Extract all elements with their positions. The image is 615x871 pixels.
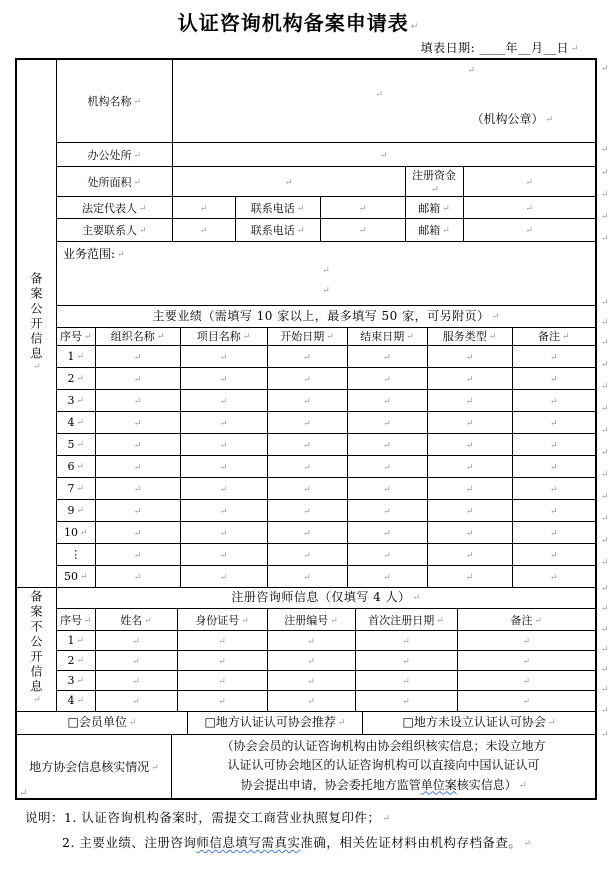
consultant-input-cell[interactable] [95,671,177,691]
application-form-table [15,58,597,800]
checkbox-member-unit[interactable]: □会员单位 ↵ [17,712,187,734]
col-header-seq: 序号 ↵ [57,327,95,345]
performance-input-cell[interactable] [95,565,180,587]
verification-label: 地方协会信息核实情况 ↵ [29,758,159,775]
main-contact-phone-label: 联系电话 ↵ [235,219,320,241]
performance-table [57,327,595,588]
row-number: 9 ↵ [57,499,95,521]
performance-input-cell[interactable] [512,411,595,433]
performance-input-cell[interactable] [427,345,512,367]
performance-input-cell[interactable] [180,565,267,587]
performance-input-cell[interactable] [95,389,180,411]
performance-input-cell[interactable] [347,565,427,587]
performance-input-cell[interactable] [512,367,595,389]
verification-note-line2: 认证认可协会地区的认证咨询机构可以直接向中国认证认可 [227,758,540,772]
empty-line-mark: ↵ [322,265,330,276]
performance-input-cell[interactable] [512,345,595,367]
public-info-side-label: 备案公开信息 ↵ [28,272,45,375]
private-info-side-cell [17,588,57,711]
basic-info-table [57,60,595,241]
performance-input-cell[interactable] [267,521,347,543]
performance-input-cell[interactable] [267,455,347,477]
row-number: 3 ↵ [57,389,95,411]
performance-input-cell[interactable] [180,433,267,455]
public-info-side-cell [17,60,57,587]
performance-input-cell[interactable] [95,455,180,477]
performance-input-cell[interactable] [427,543,512,565]
consultant-input-cell[interactable] [267,691,355,711]
performance-input-cell[interactable] [180,411,267,433]
performance-input-cell[interactable] [512,543,595,565]
row-number: 2 ↵ [57,367,95,389]
performance-input-cell[interactable] [427,521,512,543]
performance-section-title: 主要业绩（需填写 10 家以上，最多填写 50 家，可另附页） ↵ [57,305,595,327]
registered-capital-label: 注册资金 ↵ [405,167,463,197]
performance-input-cell[interactable] [180,345,267,367]
consultant-input-cell[interactable] [355,651,457,671]
performance-input-cell[interactable] [267,433,347,455]
notes [25,806,531,856]
legal-rep-input-cell[interactable] [172,197,235,219]
consultant-input-cell[interactable] [457,631,595,651]
main-contact-email-label: 邮箱 ↵ [405,219,463,241]
row-number: 3 ↵ [57,671,95,691]
col-header-org: 组织名称 ↵ [95,327,180,345]
performance-input-cell[interactable] [347,499,427,521]
consultant-row [57,631,595,651]
performance-input-cell[interactable] [347,455,427,477]
performance-row [57,455,595,477]
main-contact-input-cell[interactable] [172,219,235,241]
performance-input-cell[interactable] [347,411,427,433]
consultant-input-cell[interactable] [267,631,355,651]
performance-input-cell[interactable] [427,477,512,499]
consultant-input-cell[interactable] [457,671,595,691]
performance-row [57,499,595,521]
performance-input-cell[interactable] [180,521,267,543]
consultant-input-cell[interactable] [457,651,595,671]
consultant-input-cell[interactable] [355,671,457,691]
performance-input-cell[interactable] [95,345,180,367]
performance-row [57,411,595,433]
fill-date-line[interactable]: 填表日期: ____年__月__日 ↵ [421,39,579,56]
consultants-header-row [57,609,595,631]
performance-input-cell[interactable] [267,543,347,565]
consultant-input-cell[interactable] [457,691,595,711]
consultant-input-cell[interactable] [267,671,355,691]
consultants-section-title: 注册咨询师信息（仅填写 4 人） ↵ [57,588,595,608]
form-page: 认证咨询机构备案申请表 ↵ 填表日期: ____年__月__日 ↵ 备案公开信息 ↵ 机构名称 ↵ ↵ ↵ （机构公章） ↵ 办公处所 ↵ ↵ 处所面积 ↵ ↵ 注册资金 ↵ ↵ 法定代表人 ↵ ↵ 联系电话 ↵ ↵ 邮箱 ↵ ↵ 主要联系人 ↵ ↵ 联系电话 ↵ ↵ 邮箱 ↵ ↵ 业务范围: ↵ ↵ ↵ 主要业绩（需填写 10 家以上，最多填写 50 家，可另附页） ↵ 序号 ↵ 组织名称 ↵ 项目名称 ↵ 开始日期 ↵ 结束日期 ↵ 服务类型 ↵ 备注 ↵ 1 ↵ ↵ ↵ ↵ ↵ ↵ ↵ 2 ↵ ↵ ↵ ↵ ↵ ↵ ↵ 3 ↵ ↵ ↵ ↵ ↵ ↵ ↵ 4 ↵ ↵ ↵ ↵ ↵ ↵ ↵ 5 ↵ ↵ ↵ ↵ ↵ ↵ ↵ 6 ↵ ↵ ↵ ↵ ↵ ↵ ↵ 7 ↵ ↵ ↵ ↵ ↵ ↵ ↵ 9 ↵ ↵ ↵ ↵ ↵ ↵ ↵ 10 ↵ ↵ ↵ ↵ ↵ ↵ ↵ ⋮ ↵ ↵ ↵ ↵ ↵ ↵ 50 ↵ ↵ ↵ ↵ ↵ ↵ ↵ 备案不公开信息 ↵ 注册咨询师信息（仅填写 4 人） ↵ 序号 ↵ 姓名 ↵ 身份证号 ↵ 注册编号 ↵ 首次注册日期 ↵ 备注 ↵ 1 ↵ ↵ ↵ ↵ ↵ ↵ 2 ↵ ↵ ↵ ↵ ↵ ↵ 3 ↵ ↵ ↵ ↵ ↵ ↵ 4 ↵ ↵ ↵ ↵ ↵ ↵ □会员单位 ↵ □地方认证认可协会推荐 ↵ □地方未设立认证认可协会 ↵ 地方协会信息核实情况 ↵ （协会会员的认证咨询机构由协会组织核实信息；未设立地方 认证认可协会地区的认证咨询机构可以直接向中国认证认可 协会提出申请，协会委托地方监管单位案核实信息） ↵ ↵ 说明：1. 认证咨询机构备案时，需提交工商营业执照复印件； ↵ 2. 主要业绩、注册咨询师信息填写需真实准确，相关佐证材料由机构存档备查。 ↵ ↵ ↵ ↵ ↵ ↵ ↵ ↵ ↵ ↵ ↵ ↵ ↵ ↵ ↵ ↵ ↵ ↵ ↵ ↵ ↵ ↵ ↵ ↵ ↵ ↵ ↵ ↵ [0,0,615,871]
performance-input-cell[interactable] [267,367,347,389]
public-info-block [17,60,595,587]
legal-rep-phone-label: 联系电话 ↵ [235,197,320,219]
verification-note-line1: （协会会员的认证咨询机构由协会组织核实信息；未设立地方 [221,738,546,753]
row-number: 10 ↵ [57,521,95,543]
verification-note [172,735,595,799]
consultant-input-cell[interactable] [177,631,267,651]
empty-line-mark: ↵ [467,66,475,76]
public-info-content [57,60,595,587]
business-scope-cell[interactable] [57,241,595,305]
performance-input-cell[interactable] [267,411,347,433]
consultant-input-cell[interactable] [355,691,457,711]
row-number: 5 ↵ [57,433,95,455]
col-header-service-type: 服务类型 ↵ [427,327,512,345]
office-area-label: 处所面积 ↵ [57,167,172,197]
row-number: 4 ↵ [57,411,95,433]
performance-input-cell[interactable] [427,389,512,411]
performance-input-cell[interactable] [180,455,267,477]
performance-input-cell[interactable] [267,389,347,411]
consultant-input-cell[interactable] [355,631,457,651]
col-header-reg-number: 注册编号 ↵ [267,609,355,631]
performance-input-cell[interactable] [95,477,180,499]
col-header-remark: 备注 ↵ [457,609,595,631]
legal-rep-phone-input-cell[interactable] [320,197,405,219]
legal-rep-label: 法定代表人 ↵ [57,197,172,219]
performance-row [57,389,595,411]
main-contact-phone-input-cell[interactable] [320,219,405,241]
consultants-table [57,608,595,711]
empty-line-mark: ↵ [19,788,28,799]
row-number: 4 ↵ [57,691,95,711]
performance-input-cell[interactable] [512,477,595,499]
performance-input-cell[interactable] [427,367,512,389]
verification-row [17,734,595,799]
row-number: 2 ↵ [57,651,95,671]
legal-rep-email-label: 邮箱 ↵ [405,197,463,219]
registered-capital-input-cell[interactable] [463,167,595,197]
consultant-input-cell[interactable] [177,691,267,711]
col-header-remark: 备注 ↵ [512,327,595,345]
org-seal-hint: （机构公章） ↵ [471,110,553,127]
private-info-block [17,587,595,711]
col-header-id-number: 身份证号 ↵ [177,609,267,631]
performance-row [57,367,595,389]
note-line-1: 说明：1. 认证咨询机构备案时，需提交工商营业执照复印件； ↵ [25,806,531,831]
performance-row [57,345,595,367]
row-number: 1 ↵ [57,631,95,651]
performance-row [57,565,595,587]
consultant-input-cell[interactable] [267,651,355,671]
main-contact-label: 主要联系人 ↵ [57,219,172,241]
main-contact-email-input-cell[interactable] [463,219,595,241]
consultant-input-cell[interactable] [95,691,177,711]
row-number: 7 ↵ [57,477,95,499]
consultant-input-cell[interactable] [177,651,267,671]
performance-input-cell[interactable] [512,521,595,543]
col-header-end-date: 结束日期 ↵ [347,327,427,345]
performance-input-cell[interactable] [512,565,595,587]
page-title: 认证咨询机构备案申请表 ↵ [0,7,597,36]
performance-input-cell[interactable] [95,411,180,433]
row-number: 6 ↵ [57,455,95,477]
performance-input-cell[interactable] [267,499,347,521]
col-header-project: 项目名称 ↵ [180,327,267,345]
performance-input-cell[interactable] [427,455,512,477]
performance-input-cell[interactable] [180,367,267,389]
checkbox-local-association-recommend[interactable]: □地方认证认可协会推荐 ↵ [187,712,362,734]
performance-input-cell[interactable] [267,345,347,367]
performance-input-cell[interactable] [95,521,180,543]
checkbox-no-local-association[interactable]: □地方未设立认证认可协会 ↵ [362,712,595,734]
col-header-start-date: 开始日期 ↵ [267,327,347,345]
org-name-input-cell[interactable] [172,60,595,143]
performance-input-cell[interactable] [95,499,180,521]
consultant-row [57,671,595,691]
performance-input-cell[interactable] [512,455,595,477]
performance-input-cell[interactable] [347,389,427,411]
empty-line-mark: ↵ [375,90,383,100]
legal-rep-email-input-cell[interactable] [463,197,595,219]
performance-header-row [57,327,595,345]
verification-note-line3: 协会提出申请，协会委托地方监管单位案核实信息） ↵ [176,776,591,797]
note-line-2: 2. 主要业绩、注册咨询师信息填写需真实准确，相关佐证材料由机构存档备查。 ↵ [25,831,531,856]
performance-input-cell[interactable] [347,543,427,565]
row-number: 50 ↵ [57,565,95,587]
office-address-input-cell[interactable] [172,143,595,167]
private-info-content [57,588,595,711]
performance-input-cell[interactable] [95,543,180,565]
consultant-input-cell[interactable] [95,631,177,651]
consultant-input-cell[interactable] [177,671,267,691]
consultant-input-cell[interactable] [95,651,177,671]
performance-input-cell[interactable] [427,565,512,587]
performance-input-cell[interactable] [512,499,595,521]
membership-row [17,711,595,734]
row-number-ellipsis: ⋮ [57,543,95,565]
performance-input-cell[interactable] [180,477,267,499]
performance-input-cell[interactable] [267,477,347,499]
office-area-input-cell[interactable] [172,167,405,197]
performance-input-cell[interactable] [267,565,347,587]
consultant-row [57,691,595,711]
performance-input-cell[interactable] [512,433,595,455]
performance-input-cell[interactable] [512,389,595,411]
spellcheck-underline: 单位案 [420,777,457,792]
performance-row [57,433,595,455]
performance-input-cell[interactable] [180,543,267,565]
col-header-first-reg-date: 首次注册日期 ↵ [355,609,457,631]
spellcheck-underline: 师信息填写需真实 [196,835,301,850]
performance-input-cell[interactable] [180,499,267,521]
performance-input-cell[interactable] [95,433,180,455]
performance-input-cell[interactable] [427,433,512,455]
performance-input-cell[interactable] [347,367,427,389]
performance-input-cell[interactable] [347,345,427,367]
org-name-label: 机构名称 ↵ [57,60,172,143]
performance-input-cell[interactable] [427,499,512,521]
business-scope-label: 业务范围: ↵ [63,245,589,262]
col-header-name: 姓名 ↵ [95,609,177,631]
performance-row [57,521,595,543]
office-address-label: 办公处所 ↵ [57,143,172,167]
performance-input-cell[interactable] [180,389,267,411]
performance-input-cell[interactable] [95,367,180,389]
performance-input-cell[interactable] [347,433,427,455]
col-header-seq: 序号 ↵ [57,609,95,631]
row-number: 1 ↵ [57,345,95,367]
performance-row-ellipsis [57,543,595,565]
empty-line-mark: ↵ [322,285,330,296]
private-info-side-label: 备案不公开信息 ↵ [28,590,45,708]
org-name-cell-content [175,60,594,142]
performance-input-cell[interactable] [347,521,427,543]
consultant-row [57,651,595,671]
performance-input-cell[interactable] [347,477,427,499]
performance-row [57,477,595,499]
performance-input-cell[interactable] [427,411,512,433]
